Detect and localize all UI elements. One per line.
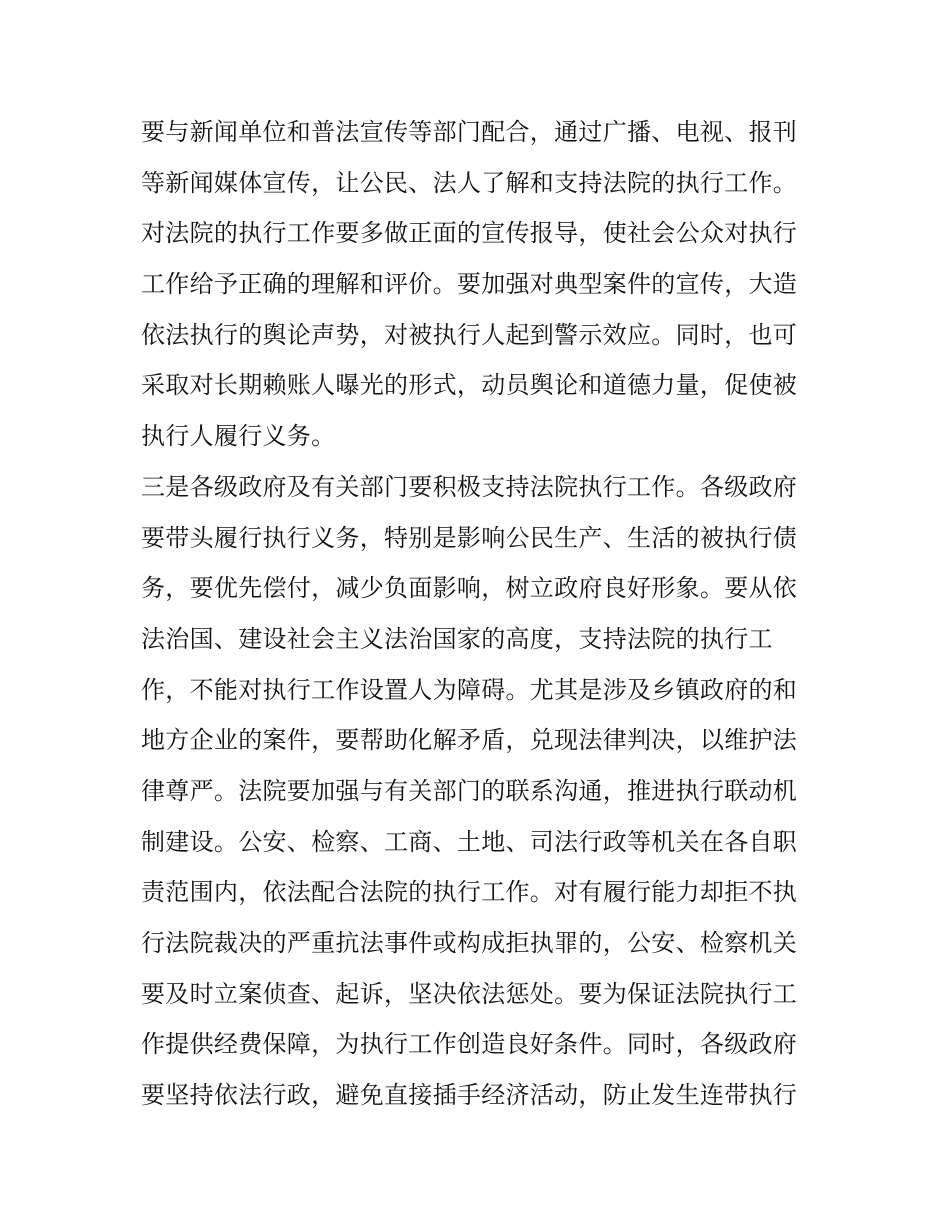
text-line: 工作给予正确的理解和评价。要加强对典型案件的宣传，大造 bbox=[141, 270, 798, 299]
text-line: 执行人履行义务。 bbox=[141, 422, 336, 451]
text-line: 律尊严。法院要加强与有关部门的联系沟通，推进执行联动机 bbox=[141, 776, 798, 805]
text-line: 作，不能对执行工作设置人为障碍。尤其是涉及乡镇政府的和 bbox=[141, 675, 798, 704]
text-line: 对法院的执行工作要多做正面的宣传报导，使社会公众对执行 bbox=[141, 219, 798, 248]
text-line: 地方企业的案件，要帮助化解矛盾，兑现法律判决，以维护法 bbox=[141, 726, 798, 755]
text-line: 三是各级政府及有关部门要积极支持法院执行工作。各级政府 bbox=[141, 472, 798, 501]
text-line: 要带头履行执行义务，特别是影响公民生产、生活的被执行债 bbox=[141, 523, 798, 552]
text-line: 法治国、建设社会主义法治国家的高度，支持法院的执行工 bbox=[141, 624, 773, 653]
text-line: 作提供经费保障，为执行工作创造良好条件。同时，各级政府 bbox=[141, 1030, 798, 1059]
text-line: 制建设。公安、检察、工商、土地、司法行政等机关在各自职 bbox=[141, 827, 798, 856]
text-line: 责范围内，依法配合法院的执行工作。对有履行能力却拒不执 bbox=[141, 878, 798, 907]
text-line: 要坚持依法行政，避免直接插手经济活动，防止发生连带执行 bbox=[141, 1081, 798, 1110]
text-line: 行法院裁决的严重抗法事件或构成拒执罪的，公安、检察机关 bbox=[141, 929, 798, 957]
text-line: 等新闻媒体宣传，让公民、法人了解和支持法院的执行工作。 bbox=[141, 168, 798, 197]
text-line: 采取对长期赖账人曝光的形式，动员舆论和道德力量，促使被 bbox=[141, 371, 798, 400]
body-text bbox=[141, 107, 813, 1121]
text-line: 要与新闻单位和普法宣传等部门配合，通过广播、电视、报刊 bbox=[141, 118, 798, 146]
text-line: 务，要优先偿付，减少负面影响，树立政府良好形象。要从依 bbox=[141, 574, 798, 603]
text-line: 依法执行的舆论声势，对被执行人起到警示效应。同时，也可 bbox=[141, 320, 798, 349]
text-line: 要及时立案侦查、起诉，坚决依法惩处。要为保证法院执行工 bbox=[141, 979, 798, 1008]
